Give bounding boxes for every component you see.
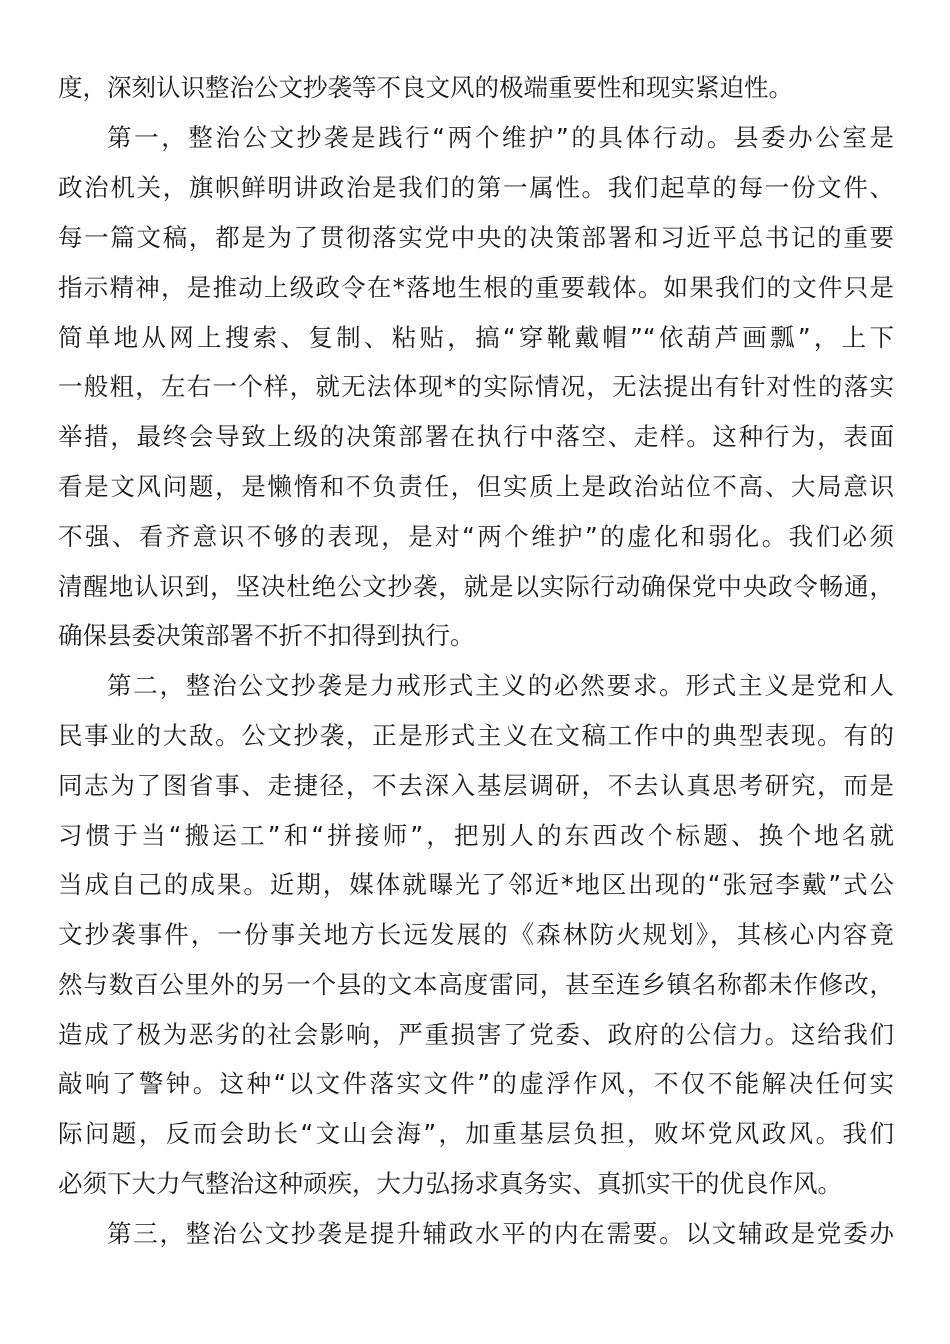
paragraph-2-first-line: 第二，整治公文抄袭是力戒形式主义的必然要求。形式主义是党和人 [107,671,894,700]
text-line: 民事业的大敌。公文抄袭，正是形式主义在文稿工作中的典型表现。有的 [58,721,894,750]
text-line: 际问题，反而会助长“文山会海”，加重基层负担，败坏党风政风。我们 [58,1119,894,1148]
text-line: 造成了极为恶劣的社会影响，严重损害了党委、政府的公信力。这给我们 [58,1020,894,1049]
text-line: 敲响了警钟。这种“以文件落实文件”的虚浮作风，不仅不能解决任何实 [58,1069,894,1098]
text-line: 度，深刻认识整治公文抄袭等不良文风的极端重要性和现实紧迫性。 [58,73,793,102]
text-line: 清醒地认识到，坚决杜绝公文抄袭，就是以实际行动确保党中央政令畅通， [58,572,894,601]
text-line: 政治机关，旗帜鲜明讲政治是我们的第一属性。我们起草的每一份文件、 [58,173,894,202]
text-line: 看是文风问题，是懒惰和不负责任，但实质上是政治站位不高、大局意识 [58,472,894,501]
text-line: 举措，最终会导致上级的决策部署在执行中落空、走样。这种行为，表面 [58,422,894,451]
text-line: 每一篇文稿，都是为了贯彻落实党中央的决策部署和习近平总书记的重要 [58,223,894,252]
text-line: 简单地从网上搜索、复制、粘贴，搞“穿靴戴帽”“依葫芦画瓢”，上下 [58,323,894,352]
text-line: 一般粗，左右一个样，就无法体现*的实际情况，无法提出有针对性的落实 [58,372,894,401]
text-line: 不强、看齐意识不够的表现，是对“两个维护”的虚化和弱化。我们必须 [58,522,894,551]
text-line: 指示精神，是推动上级政令在*落地生根的重要载体。如果我们的文件只是 [58,273,894,302]
text-line: 文抄袭事件，一份事关地方长远发展的《森林防火规划》，其核心内容竟 [58,920,894,949]
text-line: 然与数百公里外的另一个县的文本高度雷同，甚至连乡镇名称都未作修改， [58,970,894,999]
text-line: 习惯于当“搬运工”和“拼接师”，把别人的东西改个标题、换个地名就 [58,821,894,850]
text-line: 当成自己的成果。近期，媒体就曝光了邻近*地区出现的“张冠李戴”式公 [58,870,894,899]
paragraph-1-first-line: 第一，整治公文抄袭是践行“两个维护”的具体行动。县委办公室是 [107,123,894,152]
text-line: 必须下大力气整治这种顽疾，大力弘扬求真务实、真抓实干的优良作风。 [58,1169,842,1198]
text-line: 确保县委决策部署不折不扣得到执行。 [58,621,475,650]
text-line: 同志为了图省事、走捷径，不去深入基层调研，不去认真思考研究，而是 [58,771,894,800]
paragraph-3-first-line: 第三，整治公文抄袭是提升辅政水平的内在需要。以文辅政是党委办 [107,1219,894,1248]
